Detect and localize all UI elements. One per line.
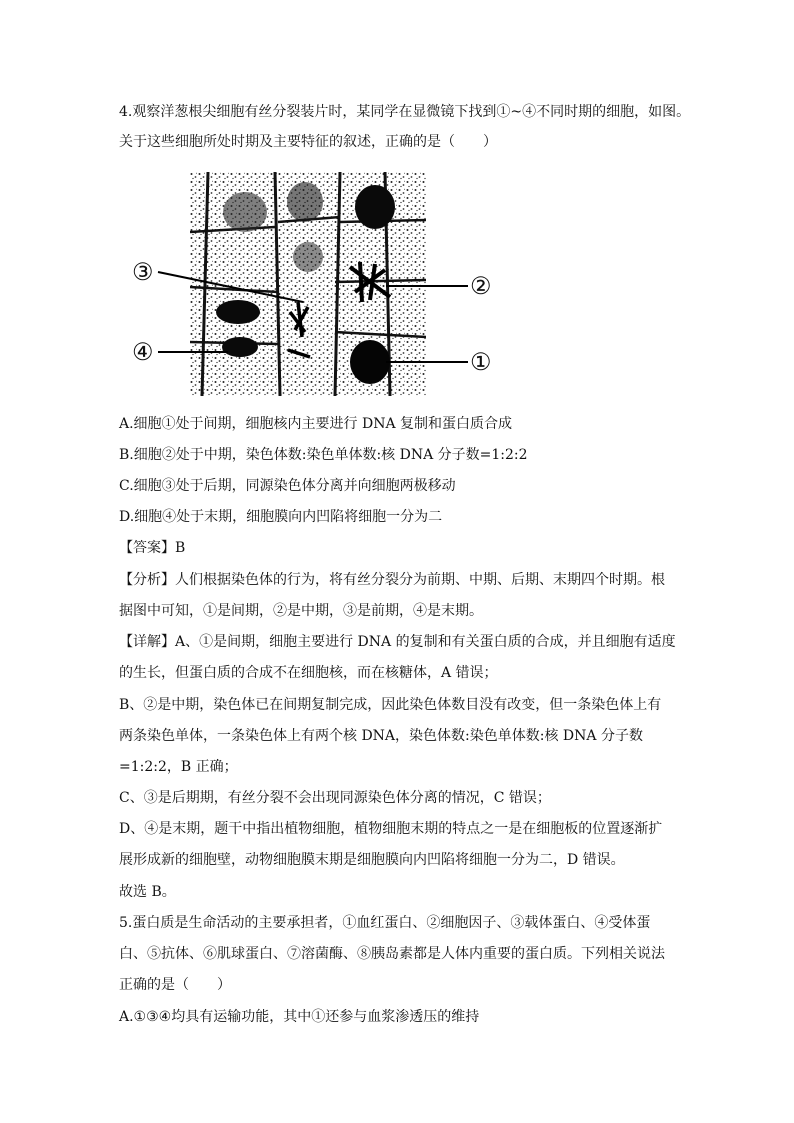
q4-detail-line4: 两条染色单体，一条染色体上有两个核 DNA，染色体数:染色单体数:核 DNA 分子数 <box>119 728 643 744</box>
micrograph-figure <box>128 170 504 398</box>
label-2: ② <box>470 272 492 300</box>
q4-detail-line7: D、④是末期，题干中指出植物细胞，植物细胞末期的特点之一是在细胞板的位置逐渐扩 <box>119 821 663 837</box>
q4-analysis-line1: 【分析】人们根据染色体的行为，将有丝分裂分为前期、中期、后期、末期四个时期。根 <box>119 572 665 588</box>
q4-answer: 【答案】B <box>119 540 186 556</box>
q4-option-d: D.细胞④处于末期，细胞膜向内凹陷将细胞一分为二 <box>119 509 443 525</box>
callout-lines <box>128 170 504 398</box>
label-4: ④ <box>132 338 154 366</box>
q4-option-a: A.细胞①处于间期，细胞核内主要进行 DNA 复制和蛋白质合成 <box>119 416 513 432</box>
q4-detail-line5: =1:2:2，B 正确； <box>119 759 238 775</box>
q4-detail-line8: 展形成新的细胞壁，动物细胞膜末期是细胞膜向内凹陷将细胞一分为二，D 错误。 <box>119 852 625 868</box>
q5-stem-line3: 正确的是（ ） <box>119 977 231 993</box>
q5-stem-line2: 白、⑤抗体、⑥肌球蛋白、⑦溶菌酶、⑧胰岛素都是人体内重要的蛋白质。下列相关说法 <box>119 946 665 962</box>
q4-detail-line1: 【详解】A、①是间期，细胞主要进行 DNA 的复制和有关蛋白质的合成，并且细胞有适度 <box>119 634 676 650</box>
q4-option-c: C.细胞③处于后期，同源染色体分离并向细胞两极移动 <box>119 478 456 494</box>
q4-stem-line2: 关于这些细胞所处时期及主要特征的叙述，正确的是（ ） <box>119 134 497 150</box>
q5-stem-line1: 5.蛋白质是生命活动的主要承担者，①血红蛋白、②细胞因子、③载体蛋白、④受体蛋 <box>119 915 651 931</box>
q4-detail-line9: 故选 B。 <box>119 884 176 900</box>
q4-detail-line3: B、②是中期，染色体已在间期复制完成，因此染色体数目没有改变，但一条染色体上有 <box>119 697 662 713</box>
q4-detail-line6: C、③是后期期，有丝分裂不会出现同源染色体分离的情况，C 错误； <box>119 790 551 806</box>
label-3: ③ <box>132 258 154 286</box>
q5-option-a: A.①③④均具有运输功能，其中①还参与血浆渗透压的维持 <box>119 1009 480 1025</box>
label-1: ① <box>470 348 492 376</box>
q4-stem-line1: 4.观察洋葱根尖细胞有丝分裂装片时，某同学在显微镜下找到①~④不同时期的细胞，如图。 <box>119 104 691 120</box>
q4-analysis-line2: 据图中可知，①是间期，②是中期，③是前期，④是末期。 <box>119 603 483 619</box>
q4-option-b: B.细胞②处于中期，染色体数:染色单体数:核 DNA 分子数=1:2:2 <box>119 447 528 463</box>
q4-detail-line2: 的生长，但蛋白质的合成不在细胞核，而在核糖体，A 错误； <box>119 665 498 681</box>
